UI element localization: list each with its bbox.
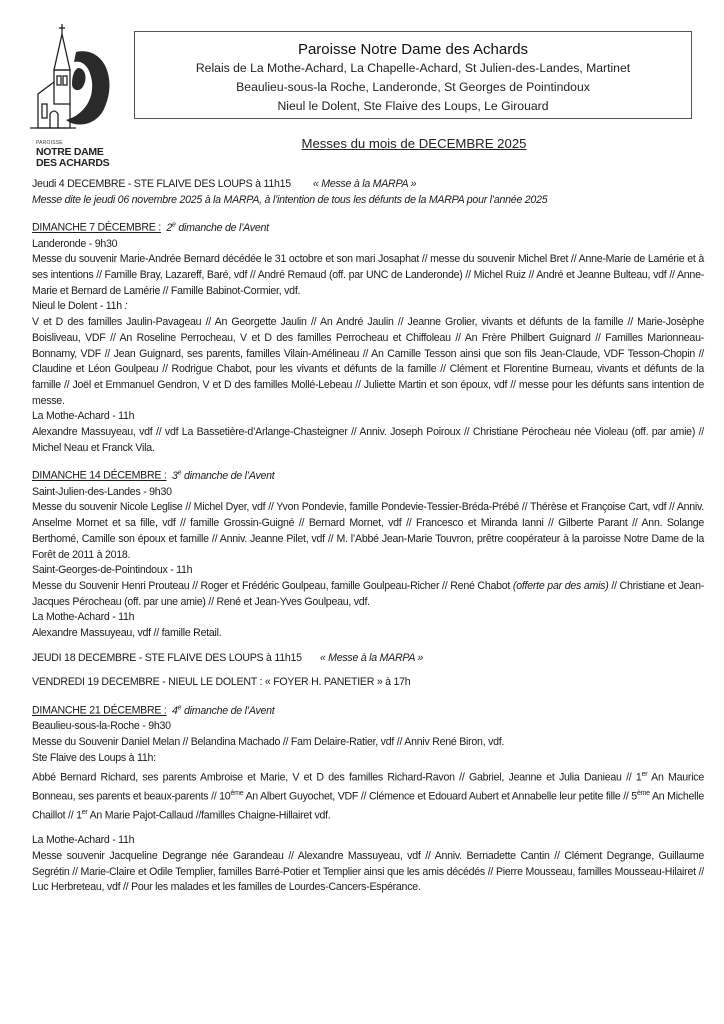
intentions-text: Messe du Souvenir Henri Prouteau // Roger et Frédéric Goulpeau, famille Goulpeau-Richer // René Chabot: [32, 579, 513, 592]
mass-intentions: Alexandre Massuyeau, vdf // famille Retail.: [32, 627, 222, 640]
event-jeudi-18-heading: [32, 651, 704, 667]
mass-intentions: [32, 767, 704, 825]
parish-relais-line-1: Relais de La Mothe-Achard, La Chapelle-Achard, St Julien-des-Landes, Martinet: [195, 61, 631, 75]
parish-logo: [26, 24, 116, 169]
location-suffix: :: [121, 300, 128, 313]
event-note: « Messe à la MARPA »: [312, 178, 417, 190]
intentions-text: Abbé Bernard Richard, ses parents Ambroise et Marie, V et D des familles Richard-Ravon // Gabriel, Jeanne et Julia Danieau // 1: [32, 771, 642, 784]
intentions-text: An Marie Pajot-Callaud //familles Chaigne-Hillairet vdf.: [87, 809, 331, 822]
mass-location: Saint-Georges-de-Pointindoux - 11h: [32, 564, 193, 577]
mass-intentions: V et D des familles Jaulin-Pavageau // An Georgette Jaulin // An André Jaulin // Jeanne Grolier, vivants et défunts de la famille // Marie-Josèphe Boisliveau, VDF // An Roseline Perrocheau, V et D des familles Perrocheau et Chiffoleau // An Frère Philbert Guignard // Familles Marionneau-Bonnamy, VDF // Jean Guignard, ses parents, familles Vilain-Amélineau // An Camille Tesson ainsi que son fils Jean-Claude, VDF Tesson-Chopin // Claudine et Léon Goulpeau // Rodrigue Chabot, pour les vivants et défunts de la famille // Clément et Florentine Burneau, vivants et défunts de la famille // Joël et Emmanuel Gendron, V et D des familles Mollé-Lebeau // Juliette Martin et son époux, vdf // messe pour les défunts sans intention de messe.: [32, 316, 704, 407]
mass-intentions: Messe du Souvenir Daniel Melan // Belandina Machado // Fam Delaire-Ratier, vdf // Anniv René Biron, vdf.: [32, 736, 505, 749]
ordinal: 4: [172, 704, 178, 717]
ordinal: 3: [172, 470, 178, 483]
logo-name-line2: DES ACHARDS: [36, 157, 110, 169]
mass-intentions: Messe souvenir Jacqueline Degrange née Garandeau // Alexandre Massuyeau, vdf // Anniv. Bernadette Cantin // Clément Degrange, Guillaume Segrétin // Marie-Claire et Odile Templier, familles Barré-Potier et Templier ainsi que les amis décédés // Pierre Mousseau, familles Mousseau-Hilairet // Luc Herbreteau, vdf // Pour les malades et les familles de Lourdes-Cancers-Espérance.: [32, 849, 704, 894]
mass-location: Ste Flaive des Loups à 11h:: [32, 751, 156, 764]
ordinal-sup: e: [172, 221, 176, 229]
sunday-date: DIMANCHE 21 DÉCEMBRE :: [32, 704, 167, 717]
mass-location: Landeronde - 9h30: [32, 237, 118, 250]
ordinal: 2: [166, 221, 173, 234]
subtitle-text: dimanche de l’Avent: [181, 470, 275, 483]
mass-location: Beaulieu-sous-la-Roche - 9h30: [32, 720, 171, 733]
mass-location: La Mothe-Achard - 11h: [32, 611, 135, 624]
mass-intentions: Messe du souvenir Marie-Andrée Bernard décédée le 31 octobre et son mari Josaphat // messe du souvenir Michel Bret // Anne-Marie de Lamérie et à ses intentions // Famille Bray, Lazareff, Baré, vdf // André Remaud (off. par UNC de Landeronde) // Michel Ruiz // André et Jeanne Bulteau, vdf // Anne-Marie et Bernard de Lamérie // Famille Babinot-Cormier, vdf.: [32, 253, 704, 297]
ordinal-sup: ème: [230, 789, 244, 797]
mass-intentions: Messe du souvenir Nicole Leglise // Michel Dyer, vdf // Yvon Pondevie, famille Pondevie-Tessier-Bréda-Prébé // Thérèse et Françoise Cart, vdf // Anniv. Anselme Mornet et sa fille, vdf // famille Grossin-Guigné // Bernard Mornet, vdf // Francesco et Miranda Ianni // Gilberte Parant // Ann. Solange Berthomé, Camille son époux et famille // Anniv. Jeanne Pilet, vdf // M. l’Abbé Jean-Marie Touvron, prêtre coopérateur à la paroisse Notre Dame de la Forêt de 2011 à 2018.: [32, 501, 704, 561]
event-note: « Messe à la MARPA »: [319, 651, 424, 664]
ordinal-sup: e: [177, 469, 182, 477]
location-text: Nieul le Dolent - 11h: [32, 300, 122, 313]
mass-intentions: [32, 579, 704, 610]
ordinal-sup: er: [641, 770, 648, 778]
mass-schedule: [32, 177, 704, 896]
logo-small-text: PAROISSE: [36, 140, 63, 146]
parish-title: Paroisse Notre Dame des Achards: [297, 41, 529, 58]
parish-relais-line-2: Beaulieu-sous-la Roche, Landeronde, St Georges de Pointindoux: [236, 80, 590, 94]
church-logo-icon: [26, 24, 116, 139]
ordinal-sup: er: [81, 808, 88, 816]
sunday-subtitle: [172, 470, 274, 482]
intentions-text: An Michelle Chaillot // 1: [32, 790, 704, 822]
subtitle-text: dimanche de l’Avent: [181, 704, 275, 717]
sunday-date: DIMANCHE 7 DÉCEMBRE :: [32, 221, 161, 234]
event-heading: JEUDI 18 DECEMBRE - STE FLAIVE DES LOUPS à 11h15: [32, 651, 302, 664]
event-jeudi-4-heading: [32, 177, 704, 193]
intentions-text: An Albert Guyochet, VDF // Clémence et Edouard Aubert et Annabelle leur petite fille // 5: [243, 790, 637, 803]
subtitle-text: dimanche de l’Avent: [175, 221, 269, 234]
event-heading: Jeudi 4 DECEMBRE - STE FLAIVE DES LOUPS à 11h15: [32, 178, 291, 190]
sunday-subtitle: [172, 705, 274, 717]
mass-location: La Mothe-Achard - 11h: [32, 410, 135, 423]
event-vendredi-19-heading: VENDREDI 19 DECEMBRE - NIEUL LE DOLENT : « FOYER H. PANETIER » à 17h: [32, 676, 411, 689]
ordinal-sup: e: [177, 704, 182, 712]
intentions-italic: (offerte par des amis): [512, 579, 609, 592]
month-title: Messes du mois de DECEMBRE 2025: [301, 136, 527, 151]
sunday-subtitle: [166, 222, 268, 234]
intentions-text: // Christiane et Jean-Jacques Pérocheau (off. par une amie) // René et Jean-Yves Goulpeau, vdf.: [32, 579, 704, 608]
ordinal-sup: ème: [636, 789, 650, 797]
mass-location: [32, 299, 704, 315]
parish-relais-line-3: Nieul le Dolent, Ste Flaive des Loups, Le Girouard: [277, 99, 549, 113]
sunday-14-heading: [32, 465, 704, 484]
sunday-7-heading: [32, 217, 704, 236]
mass-location: Saint-Julien-des-Landes - 9h30: [32, 485, 172, 498]
logo-name-line1: NOTRE DAME: [36, 146, 104, 158]
sunday-21-heading: [32, 700, 704, 719]
mass-location: La Mothe-Achard - 11h: [32, 834, 135, 847]
sunday-date: DIMANCHE 14 DÉCEMBRE :: [32, 470, 167, 483]
parish-header-box: [134, 31, 692, 119]
event-jeudi-4-detail: Messe dite le jeudi 06 novembre 2025 à la MARPA, à l’intention de tous les défunts de la MARPA pour l’année 2025: [32, 193, 548, 206]
mass-intentions: Alexandre Massuyeau, vdf // vdf La Bassetière-d’Arlange-Chasteigner // Anniv. Joseph Poiroux // Christiane Pérocheau née Violeau (off. par amie) // Michel Neau et Franck Vila.: [32, 426, 704, 454]
intentions-text: An Maurice Bonneau, ses parents et beaux-parents // 10: [32, 771, 704, 803]
